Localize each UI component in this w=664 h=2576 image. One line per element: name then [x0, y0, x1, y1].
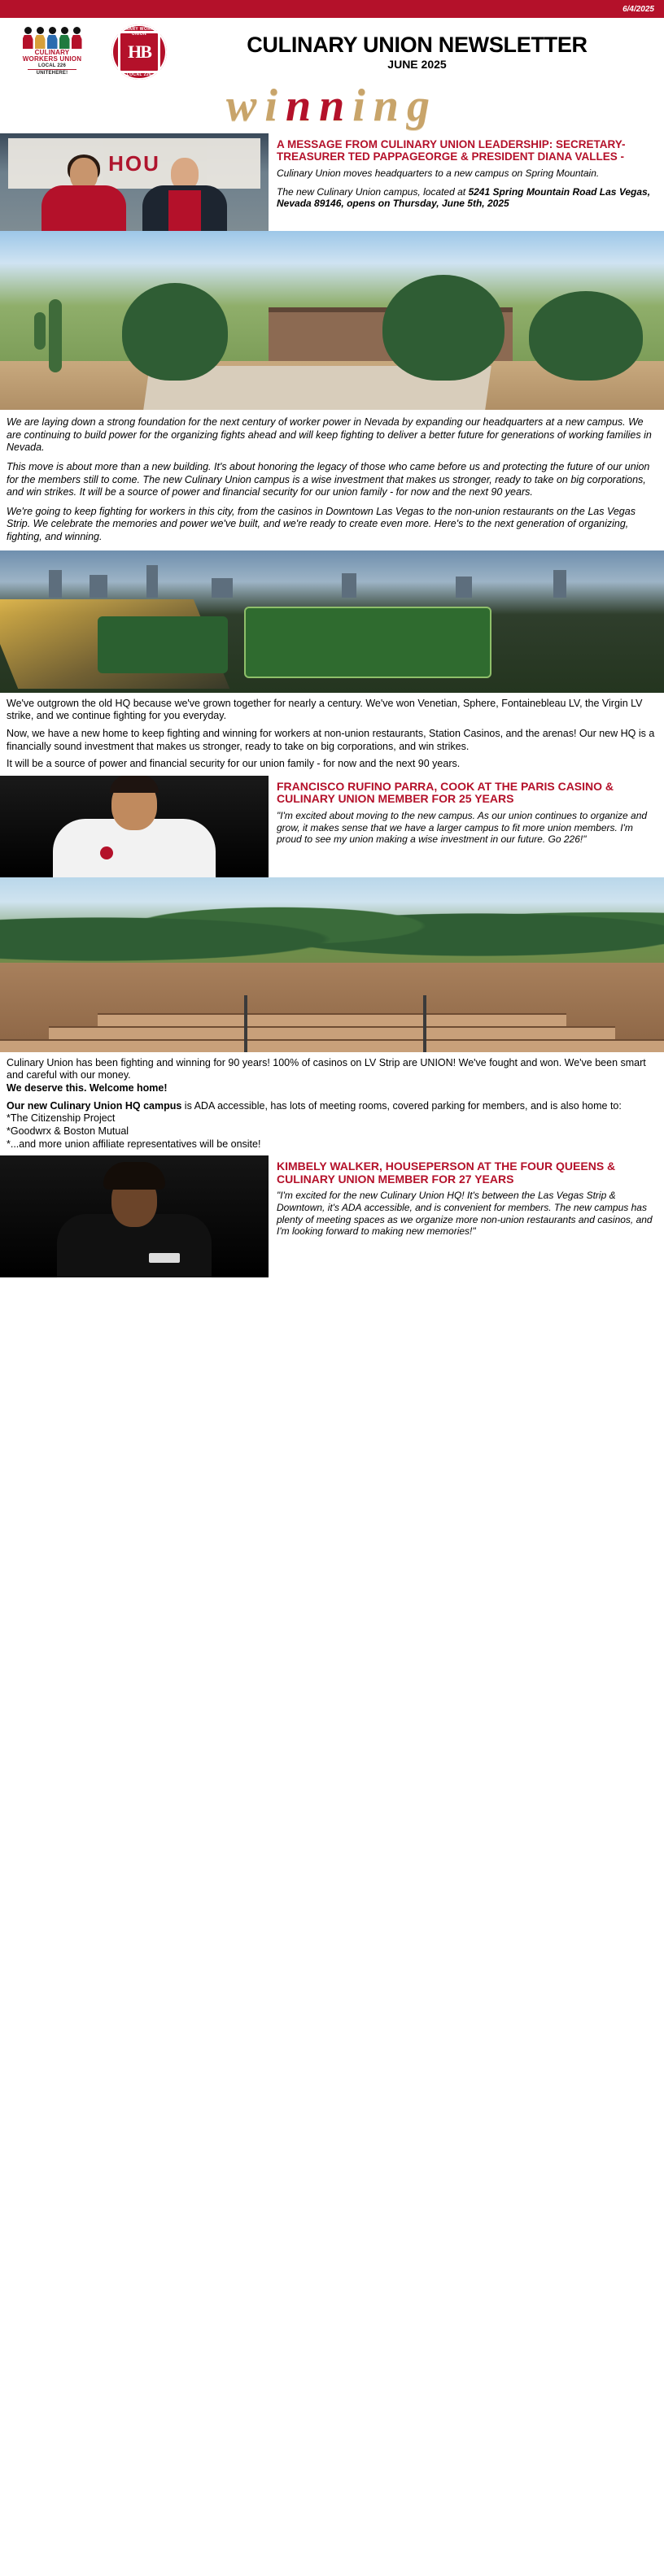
- member-quote-text-1: [269, 776, 664, 877]
- campus-features-rest: is ADA accessible, has lots of meeting rooms, covered parking for members, and is also home to:: [181, 1099, 622, 1112]
- emblem-arc-top: CULINARY WORKERS UNION: [115, 27, 164, 37]
- wordmark-w: wi: [226, 80, 286, 131]
- member-photo-francisco: [0, 776, 269, 877]
- campus-stairs-photo: [0, 877, 664, 1052]
- logo-line-4: UNITEHERE!: [36, 71, 68, 76]
- leadership-detail: [277, 186, 657, 210]
- logo-group: [8, 23, 183, 81]
- newsletter-page: [0, 0, 664, 1277]
- aerial-strip-photo: [0, 550, 664, 693]
- member-quote-headline-1: FRANCISCO RUFINO PARRA, COOK AT THE PARIS CASINO & CULINARY UNION MEMBER FOR 25 YEARS: [277, 779, 614, 806]
- wordmark-ing: ing: [352, 80, 438, 131]
- member-quote-block-2: [0, 1155, 664, 1277]
- issue-date: JUNE 2025: [387, 58, 447, 72]
- body-paragraph-7-text: Culinary Union has been fighting and winning for 90 years! 100% of casinos on LV Strip are UNION! We've fought and won. We've been smart and careful with our money.: [7, 1056, 646, 1081]
- body-paragraph-7-bold: We deserve this. Welcome home!: [7, 1082, 168, 1094]
- date-text: 6/4/2025: [622, 4, 654, 14]
- body-paragraph-5: Now, we have a new home to keep fighting and winning for workers at non-union restaurants, Station Casinos, and the arenas! Our new HQ is a financially sound investment that makes us stronger, ready to take on big corporations, and win strikes.: [7, 727, 655, 752]
- leadership-message-block: [0, 133, 664, 231]
- winning-wordmark: [0, 80, 664, 131]
- leadership-headline: A MESSAGE FROM CULINARY UNION LEADERSHIP: SECRETARY-TREASURER TED PAPPAGEORGE & PRESIDENT DIANA VALLES -: [277, 138, 626, 163]
- campus-features-paragraph: [0, 1100, 664, 1151]
- member-quote-headline-2: KIMBELY WALKER, HOUSEPERSON AT THE FOUR QUEENS & CULINARY UNION MEMBER FOR 27 YEARS: [277, 1160, 616, 1186]
- date-bar: [0, 0, 664, 18]
- leadership-message-text: [269, 133, 664, 231]
- emblem-arc-bottom: LOCAL 226: [126, 72, 152, 77]
- member-quote-block-1: [0, 776, 664, 877]
- campus-photo: [0, 231, 664, 410]
- leadership-intro: Culinary Union moves headquarters to a new campus on Spring Mountain.: [277, 168, 600, 180]
- name-badge: [149, 1253, 180, 1263]
- leaders-photo: [0, 133, 269, 231]
- leadership-detail-prefix: The new Culinary Union campus, located at: [277, 185, 469, 198]
- photo-banner-text: HOU: [8, 138, 260, 189]
- masthead: [0, 18, 664, 81]
- union-workers-logo-text: [23, 50, 81, 76]
- body-paragraph-1: We are laying down a strong foundation for the next century of worker power in Nevada by expanding our headquarters at a new campus. We are continuing to build power for the organizing fights ahead and will keep fighting to deliver a better future for generations of working families in Nevada.: [7, 416, 652, 454]
- campus-feature-item-3: *...and more union affiliate representatives will be onsite!: [7, 1138, 261, 1150]
- campus-feature-item-1: *The Citizenship Project: [7, 1112, 116, 1125]
- page-title: CULINARY UNION NEWSLETTER: [247, 32, 588, 57]
- member-quote-body-2: "I'm excited for the new Culinary Union HQ! It's between the Las Vegas Strip & Downtown, it's ADA accessible, and is convenient for members. The new campus has plenty of meeting spaces as we organize more non-union restaurants and casinos, and I'm looking forward to making new memories!": [277, 1190, 653, 1238]
- body-paragraph-6: It will be a source of power and financial security for our union family - for now and the next 90 years.: [7, 758, 461, 770]
- wordmark-n-red: nn: [285, 80, 353, 131]
- leadership-detail-address: 5241 Spring Mountain Road Las Vegas, Nevada 89146, opens on Thursday, June 5th, 2025: [277, 185, 651, 209]
- logo-line-3: LOCAL 226: [37, 63, 67, 68]
- body-paragraph-7: [0, 1057, 664, 1095]
- title-block: [183, 33, 656, 71]
- emblem-monogram: HB: [118, 31, 160, 73]
- member-quote-body-1: "I'm excited about moving to the new campus. As our union continues to organize and grow, it makes sense that we have a larger campus to fit more union members. I'm proud to see my union making a wise investment in our future. Go 226!": [277, 810, 648, 846]
- campus-features-lead: Our new Culinary Union HQ campus: [7, 1099, 182, 1112]
- union-pin-icon: [100, 846, 113, 859]
- body-paragraph-4: We've outgrown the old HQ because we've grown together for nearly a century. We've won Venetian, Sphere, Fontainebleau LV, the Virgin LV strike, and we continue fighting for you everyday.: [7, 697, 643, 722]
- body-paragraph-3: We're going to keep fighting for workers in this city, from the casinos in Downtown Las Vegas to the non-union restaurants on the Las Vegas Strip. We celebrate the memories and power we've built, and we're ready to create even more. Here's to the next generation of organizing, fighting, and winning.: [7, 505, 636, 542]
- union-workers-logo: [8, 25, 96, 79]
- culinary-union-emblem: [99, 23, 179, 81]
- worker-figures-icon: [23, 25, 82, 50]
- member-quote-text-2: [269, 1155, 664, 1277]
- logo-line-1: CULINARY: [34, 49, 70, 56]
- body-paragraph-2: This move is about more than a new building. It's about honoring the legacy of those who came before us and protecting the future of our union for the members still to come. The new Culinary Union campus is a wise investment that makes us stronger, ready to take on big corporations, and win strikes. It will be a source of power and financial security for our union family - for now and the next 90 years.: [7, 460, 650, 498]
- skyline-silhouette: [0, 565, 664, 598]
- logo-line-2: WORKERS UNION: [22, 55, 82, 63]
- member-photo-kimbely: [0, 1155, 269, 1277]
- campus-feature-item-2: *Goodwrx & Boston Mutual: [7, 1125, 129, 1137]
